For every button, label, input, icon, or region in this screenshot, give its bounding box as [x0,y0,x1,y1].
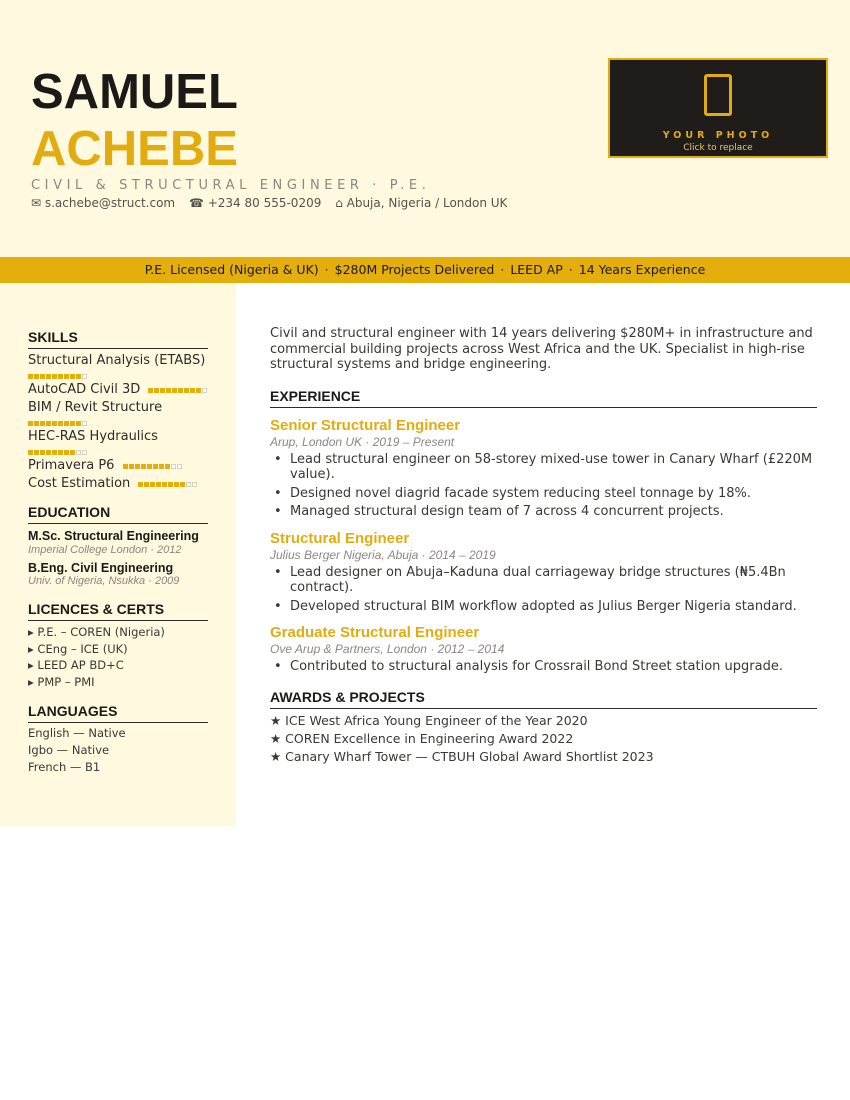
skill-dot-empty [82,421,87,426]
job-bullet [274,504,814,519]
skill-dot-filled [64,421,69,426]
job-role: Structural Engineer [270,530,410,547]
skill-dot-filled [174,482,179,487]
banner-separator: · [324,262,329,277]
banner-separator: · [568,262,573,277]
skill-dot-filled [160,388,165,393]
phone[interactable]: ☎ +234 80 555-0209 [188,196,322,210]
banner-separator: · [500,262,505,277]
job-role: Senior Structural Engineer [270,417,461,434]
skill-dot-filled [123,464,128,469]
skill-label: Cost Estimation [28,476,131,491]
bullet-text: Lead designer on Abuja–Kaduna dual carriageway bridge structures (₦5.4Bn contract). [290,565,786,596]
photo-hint: Click to replace [683,143,753,153]
education-heading: EDUCATION [28,504,208,524]
skill-dot-filled [141,464,146,469]
skill-row [28,476,198,491]
skill-dot-filled [58,421,63,426]
skill-dot-empty [192,482,197,487]
bullet-text: Designed novel diagrid facade system reducing steel tonnage by 18%. [290,486,752,501]
education-degree: B.Eng. Civil Engineering [28,561,174,575]
contact-line [31,196,517,210]
bullet-text: Contributed to structural analysis for Crossrail Bond Street station upgrade. [290,659,783,674]
language-item: English — Native [28,726,126,740]
skill-rating [148,387,208,393]
skill-label: HEC-RAS Hydraulics [28,429,158,444]
skill-rating [28,447,88,455]
skill-dot-filled [58,450,63,455]
skill-dot-filled [153,464,158,469]
skill-dot-filled [172,388,177,393]
job-meta: Julius Berger Nigeria, Abuja · 2014 – 2019 [270,548,496,562]
skill-dot-filled [148,388,153,393]
skill-label: BIM / Revit Structure [28,400,163,415]
skill-dot-filled [147,464,152,469]
skill-dot-empty [202,388,207,393]
skill-dot-empty [171,464,176,469]
photo-label: YOUR PHOTO [662,130,774,141]
award-item: ★ COREN Excellence in Engineering Award 2022 [270,731,574,746]
skill-dot-filled [138,482,143,487]
cert-item: ▸ PMP – PMI [28,675,95,689]
skill-rating [138,481,198,487]
skills-heading: SKILLS [28,329,208,349]
skill-dot-filled [165,464,170,469]
skill-dot-filled [196,388,201,393]
skill-dot-filled [28,374,33,379]
job-bullet [274,565,814,595]
education-degree: M.Sc. Structural Engineering [28,529,199,543]
email[interactable]: ✉ s.achebe@struct.com [31,196,176,210]
skill-dot-filled [76,421,81,426]
skill-dot-filled [28,450,33,455]
skill-dot-filled [70,450,75,455]
skill-dot-filled [46,450,51,455]
skill-dot-filled [150,482,155,487]
skill-dot-filled [144,482,149,487]
job-bullet [274,659,814,674]
photo-icon [704,74,732,116]
skill-rating [123,463,183,469]
skill-dot-filled [70,421,75,426]
skill-dot-empty [186,482,191,487]
bullet-glyph: • [274,452,282,467]
skill-row [28,382,208,397]
education-school: Imperial College London · 2012 [28,544,182,556]
skill-dot-filled [34,374,39,379]
skill-dot-filled [28,421,33,426]
skill-row [28,458,183,473]
photo-placeholder[interactable] [608,58,828,158]
skill-dot-filled [154,388,159,393]
skill-dot-empty [82,450,87,455]
bullet-glyph: • [274,486,282,501]
skill-dot-filled [76,374,81,379]
bullet-text: Managed structural design team of 7 across 4 concurrent projects. [290,504,724,519]
skill-dot-filled [52,374,57,379]
cert-item: ▸ P.E. – COREN (Nigeria) [28,625,165,639]
job-title: CIVIL & STRUCTURAL ENGINEER · P.E. [31,178,431,193]
location: ⌂ Abuja, Nigeria / London UK [335,196,508,210]
education-school: Univ. of Nigeria, Nsukka · 2009 [28,575,180,587]
job-bullet [274,486,814,501]
header [0,0,850,257]
banner-item: 14 Years Experience [578,262,706,277]
cert-item: ▸ CEng – ICE (UK) [28,642,128,656]
skill-dot-filled [46,374,51,379]
skill-dot-filled [58,374,63,379]
skill-dot-filled [184,388,189,393]
skill-label: Primavera P6 [28,458,115,473]
bullet-glyph: • [274,659,282,674]
bullet-glyph: • [274,565,282,580]
skill-rating [28,371,88,379]
skill-dot-filled [168,482,173,487]
bullet-glyph: • [274,599,282,614]
skill-dot-empty [82,374,87,379]
bullet-text: Lead structural engineer on 58-storey mixed-use tower in Canary Wharf (£220M value). [290,452,813,483]
skill-dot-filled [156,482,161,487]
skill-dot-filled [52,421,57,426]
skill-dot-filled [34,450,39,455]
award-item: ★ ICE West Africa Young Engineer of the Year 2020 [270,713,588,728]
skill-dot-filled [40,421,45,426]
skill-rating [28,418,88,426]
skill-dot-filled [190,388,195,393]
certs-heading: LICENCES & CERTS [28,601,208,621]
skill-dot-filled [162,482,167,487]
job-bullet [274,599,814,614]
bullet-text: Developed structural BIM workflow adopted as Julius Berger Nigeria standard. [290,599,797,614]
skill-dot-empty [76,450,81,455]
skill-label: Structural Analysis (ETABS) [28,353,206,368]
skill-dot-filled [159,464,164,469]
skill-dot-filled [135,464,140,469]
banner-item: $280M Projects Delivered [334,262,495,277]
skill-dot-empty [177,464,182,469]
language-item: French — B1 [28,760,101,774]
languages-heading: LANGUAGES [28,703,208,723]
skill-dot-filled [64,450,69,455]
last-name: ACHEBE [31,122,238,176]
skill-dot-filled [180,482,185,487]
highlights-banner [0,257,850,283]
bullet-glyph: • [274,504,282,519]
skill-dot-filled [129,464,134,469]
profile-summary: Civil and structural engineer with 14 years delivering $280M+ in infrastructure and commercial building projects across West Africa and the UK. Specialist in high-rise structural systems and bridge engineering. [270,326,813,373]
first-name: SAMUEL [31,65,238,119]
skill-label: AutoCAD Civil 3D [28,382,141,397]
skill-dot-filled [70,374,75,379]
skill-dot-filled [40,450,45,455]
skill-dot-filled [34,421,39,426]
language-item: Igbo — Native [28,743,110,757]
skill-dot-filled [64,374,69,379]
cert-item: ▸ LEED AP BD+C [28,658,124,672]
job-meta: Arup, London UK · 2019 – Present [270,435,455,449]
skill-dot-filled [52,450,57,455]
skill-dot-filled [46,421,51,426]
job-meta: Ove Arup & Partners, London · 2012 – 2014 [270,642,505,656]
skill-dot-filled [40,374,45,379]
skill-dot-filled [178,388,183,393]
award-item: ★ Canary Wharf Tower — CTBUH Global Award Shortlist 2023 [270,749,654,764]
job-role: Graduate Structural Engineer [270,624,480,641]
skill-dot-filled [166,388,171,393]
experience-heading: EXPERIENCE [270,388,817,408]
awards-heading: AWARDS & PROJECTS [270,689,817,709]
banner-item: LEED AP [510,262,563,277]
job-bullet [274,452,814,482]
banner-item: P.E. Licensed (Nigeria & UK) [144,262,319,277]
